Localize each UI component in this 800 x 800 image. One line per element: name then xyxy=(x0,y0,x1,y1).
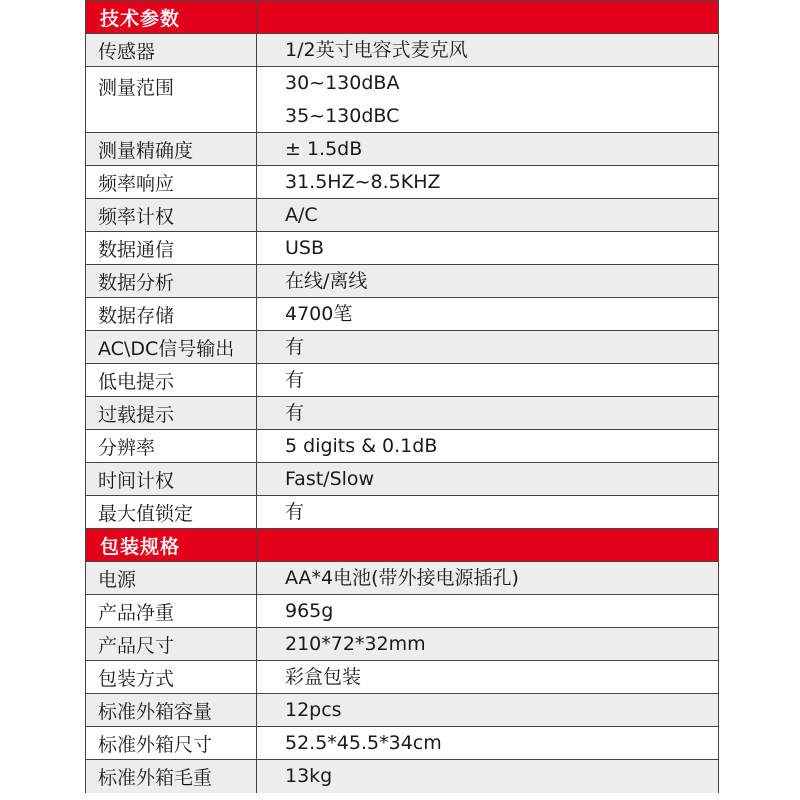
row-value: 30~130dBA xyxy=(285,71,400,94)
table-row xyxy=(86,199,718,232)
row-label: 分辨率 xyxy=(98,436,156,459)
row-value: 35~130dBC xyxy=(285,104,400,127)
row-value-cell xyxy=(257,133,718,165)
row-value-cell xyxy=(257,595,718,627)
row-value: 31.5HZ~8.5KHZ xyxy=(285,170,441,193)
row-value: USB xyxy=(285,236,325,259)
table-row xyxy=(86,628,718,661)
row-value: 52.5*45.5*34cm xyxy=(285,731,442,754)
section-header xyxy=(86,1,718,34)
row-label-cell xyxy=(86,694,257,726)
section-title: 包装规格 xyxy=(86,529,257,561)
row-value: 有 xyxy=(285,335,305,358)
table-row xyxy=(86,430,718,463)
row-label-cell xyxy=(86,496,257,528)
table-row xyxy=(86,694,718,727)
row-value-cell xyxy=(257,166,718,198)
table-row xyxy=(86,661,718,694)
table-row xyxy=(86,298,718,331)
table-row xyxy=(86,166,718,199)
row-label-cell xyxy=(86,595,257,627)
row-label-cell xyxy=(86,760,257,793)
row-value-cell xyxy=(257,199,718,231)
row-value-cell xyxy=(257,232,718,264)
row-value-cell xyxy=(257,298,718,330)
row-label: 过载提示 xyxy=(98,403,175,426)
row-value-cell xyxy=(257,760,718,793)
row-value-cell xyxy=(257,562,718,594)
table-row xyxy=(86,133,718,166)
row-label-cell xyxy=(86,166,257,198)
row-value-cell xyxy=(257,727,718,759)
row-label-cell xyxy=(86,364,257,396)
row-value: A/C xyxy=(285,203,318,226)
row-value: 有 xyxy=(285,401,305,424)
row-value: 5 digits & 0.1dB xyxy=(285,434,438,457)
row-label-cell xyxy=(86,628,257,660)
row-label: AC\DC信号输出 xyxy=(98,337,235,360)
row-value-cell xyxy=(257,628,718,660)
table-row xyxy=(86,562,718,595)
row-label: 频率计权 xyxy=(98,205,175,228)
row-value-cell xyxy=(257,67,718,132)
row-label-cell xyxy=(86,463,257,495)
row-label: 低电提示 xyxy=(98,370,175,393)
row-label-cell xyxy=(86,232,257,264)
row-label-cell xyxy=(86,562,257,594)
row-label: 数据存储 xyxy=(98,304,175,327)
row-value: 965g xyxy=(285,599,334,622)
row-label: 时间计权 xyxy=(98,469,175,492)
table-row xyxy=(86,34,718,67)
row-label: 标准外箱容量 xyxy=(98,700,213,723)
table-row xyxy=(86,463,718,496)
row-value: 210*72*32mm xyxy=(285,632,426,655)
row-label-cell xyxy=(86,661,257,693)
row-label-cell xyxy=(86,727,257,759)
row-value-cell xyxy=(257,397,718,429)
row-label: 电源 xyxy=(98,568,137,591)
row-value-cell xyxy=(257,463,718,495)
row-label-cell xyxy=(86,265,257,297)
row-label-cell xyxy=(86,34,257,66)
table-row xyxy=(86,760,718,793)
row-label-cell xyxy=(86,133,257,165)
row-label-cell xyxy=(86,397,257,429)
table-row xyxy=(86,397,718,430)
row-label-cell xyxy=(86,199,257,231)
section-header-fill xyxy=(257,529,718,561)
row-label: 测量精确度 xyxy=(98,139,194,162)
row-value: 12pcs xyxy=(285,698,342,721)
row-value: 4700笔 xyxy=(285,302,353,325)
row-value: Fast/Slow xyxy=(285,467,375,490)
table-row xyxy=(86,265,718,298)
row-label: 标准外箱毛重 xyxy=(98,767,213,789)
row-value-cell xyxy=(257,364,718,396)
row-label: 测量范围 xyxy=(98,77,175,99)
row-label: 数据分析 xyxy=(98,271,175,294)
table-row xyxy=(86,331,718,364)
row-label-cell xyxy=(86,298,257,330)
row-value: 13kg xyxy=(285,765,333,787)
row-label-cell xyxy=(86,430,257,462)
table-row xyxy=(86,727,718,760)
table-row xyxy=(86,496,718,529)
row-value-cell xyxy=(257,331,718,363)
row-value-cell xyxy=(257,496,718,528)
row-label: 标准外箱尺寸 xyxy=(98,733,213,756)
row-label: 产品尺寸 xyxy=(98,634,175,657)
row-label: 传感器 xyxy=(98,40,156,63)
row-label: 产品净重 xyxy=(98,601,175,624)
row-value-cell xyxy=(257,265,718,297)
row-value-cell xyxy=(257,430,718,462)
row-value: 有 xyxy=(285,368,305,391)
table-row xyxy=(86,364,718,397)
row-value: 在线/离线 xyxy=(285,269,368,292)
section-title: 技术参数 xyxy=(86,1,257,33)
spec-table xyxy=(85,0,719,793)
row-label: 包装方式 xyxy=(98,667,175,690)
section-header-fill xyxy=(257,1,718,33)
row-label: 数据通信 xyxy=(98,238,175,261)
section-header xyxy=(86,529,718,562)
row-label: 最大值锁定 xyxy=(98,502,194,525)
row-value: AA*4电池(带外接电源插孔) xyxy=(285,566,519,589)
table-row xyxy=(86,595,718,628)
row-value-cell xyxy=(257,661,718,693)
row-label-cell xyxy=(86,67,257,132)
row-label-cell xyxy=(86,331,257,363)
row-value: 有 xyxy=(285,500,305,523)
row-value: 彩盒包装 xyxy=(285,665,362,688)
table-row xyxy=(86,67,718,133)
row-value: 1/2英寸电容式麦克风 xyxy=(285,38,468,61)
row-label: 频率响应 xyxy=(98,172,175,195)
row-value: ± 1.5dB xyxy=(285,137,363,160)
row-value-cell xyxy=(257,694,718,726)
row-value-cell xyxy=(257,34,718,66)
table-row xyxy=(86,232,718,265)
